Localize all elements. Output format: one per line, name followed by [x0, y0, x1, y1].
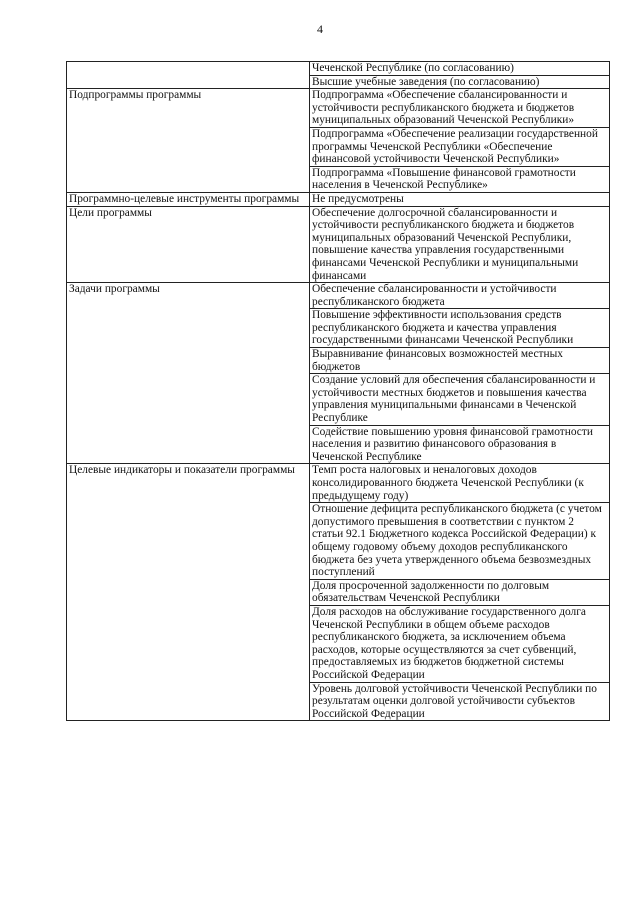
table-body — [67, 62, 610, 721]
row-value: Подпрограмма «Повышение финансовой грамотности населения в Чеченской Республике» — [310, 166, 610, 192]
row-value: Высшие учебные заведения (по согласованию) — [310, 75, 610, 89]
row-label: Задачи программы — [67, 283, 310, 464]
row-value: Подпрограмма «Обеспечение сбалансированности и устойчивости республиканского бюджета и бюджетов муниципальных образований Чеченской Республики» — [310, 89, 610, 128]
table-row — [67, 464, 610, 503]
page-number: 4 — [317, 22, 323, 36]
row-value: Уровень долговой устойчивости Чеченской Республики по результатам оценки долговой устойчивости субъектов Российской Федерации — [310, 682, 610, 721]
row-value: Темп роста налоговых и неналоговых доходов консолидированного бюджета Чеченской Республики (к предыдущему году) — [310, 464, 610, 503]
table-row — [67, 62, 610, 76]
row-value: Выравнивание финансовых возможностей местных бюджетов — [310, 348, 610, 374]
row-label: Программно-целевые инструменты программы — [67, 192, 310, 206]
row-label: Подпрограммы программы — [67, 89, 310, 193]
row-value: Доля расходов на обслуживание государственного долга Чеченской Республики в общем объеме расходов республиканского бюджета, за исключением объема расходов, которые осуществляются за счет субвенций, предоставляемых из бюджетов бюджетной системы Российской Федерации — [310, 605, 610, 682]
table-row — [67, 192, 610, 206]
row-value: Обеспечение сбалансированности и устойчивости республиканского бюджета — [310, 283, 610, 309]
row-value: Содействие повышению уровня финансовой грамотности населения и развитию финансового образования в Чеченской Республике — [310, 425, 610, 464]
table-row — [67, 89, 610, 128]
row-value: Создание условий для обеспечения сбалансированности и устойчивости местных бюджетов и повышения качества управления муниципальными финансами в Чеченской Республике — [310, 374, 610, 425]
row-value: Повышение эффективности использования средств республиканского бюджета и качества управления государственными финансами Чеченской Республики — [310, 309, 610, 348]
table-row — [67, 283, 610, 309]
row-value: Не предусмотрены — [310, 192, 610, 206]
table-row — [67, 206, 610, 283]
row-value: Обеспечение долгосрочной сбалансированности и устойчивости республиканского бюджета и бюджетов муниципальных образований Чеченской Республики, повышение качества управления государственными финансами Чеченской Республики и муниципальными финансами — [310, 206, 610, 283]
program-passport-table — [66, 61, 610, 721]
row-value: Подпрограмма «Обеспечение реализации государственной программы Чеченской Республики «Обеспечение финансовой устойчивости Чеченской Республики» — [310, 127, 610, 166]
row-value: Чеченской Республике (по согласованию) — [310, 62, 610, 76]
row-label — [67, 62, 310, 89]
row-value: Доля просроченной задолженности по долговым обязательствам Чеченской Республики — [310, 579, 610, 605]
row-value: Отношение дефицита республиканского бюджета (с учетом допустимого превышения в соответствии с пунктом 2 статьи 92.1 Бюджетного кодекса Российской Федерации) к общему годовому объему доходов республиканского бюджета без учета утвержденного объема безвозмездных поступлений — [310, 503, 610, 580]
row-label: Цели программы — [67, 206, 310, 283]
row-label: Целевые индикаторы и показатели программы — [67, 464, 310, 721]
